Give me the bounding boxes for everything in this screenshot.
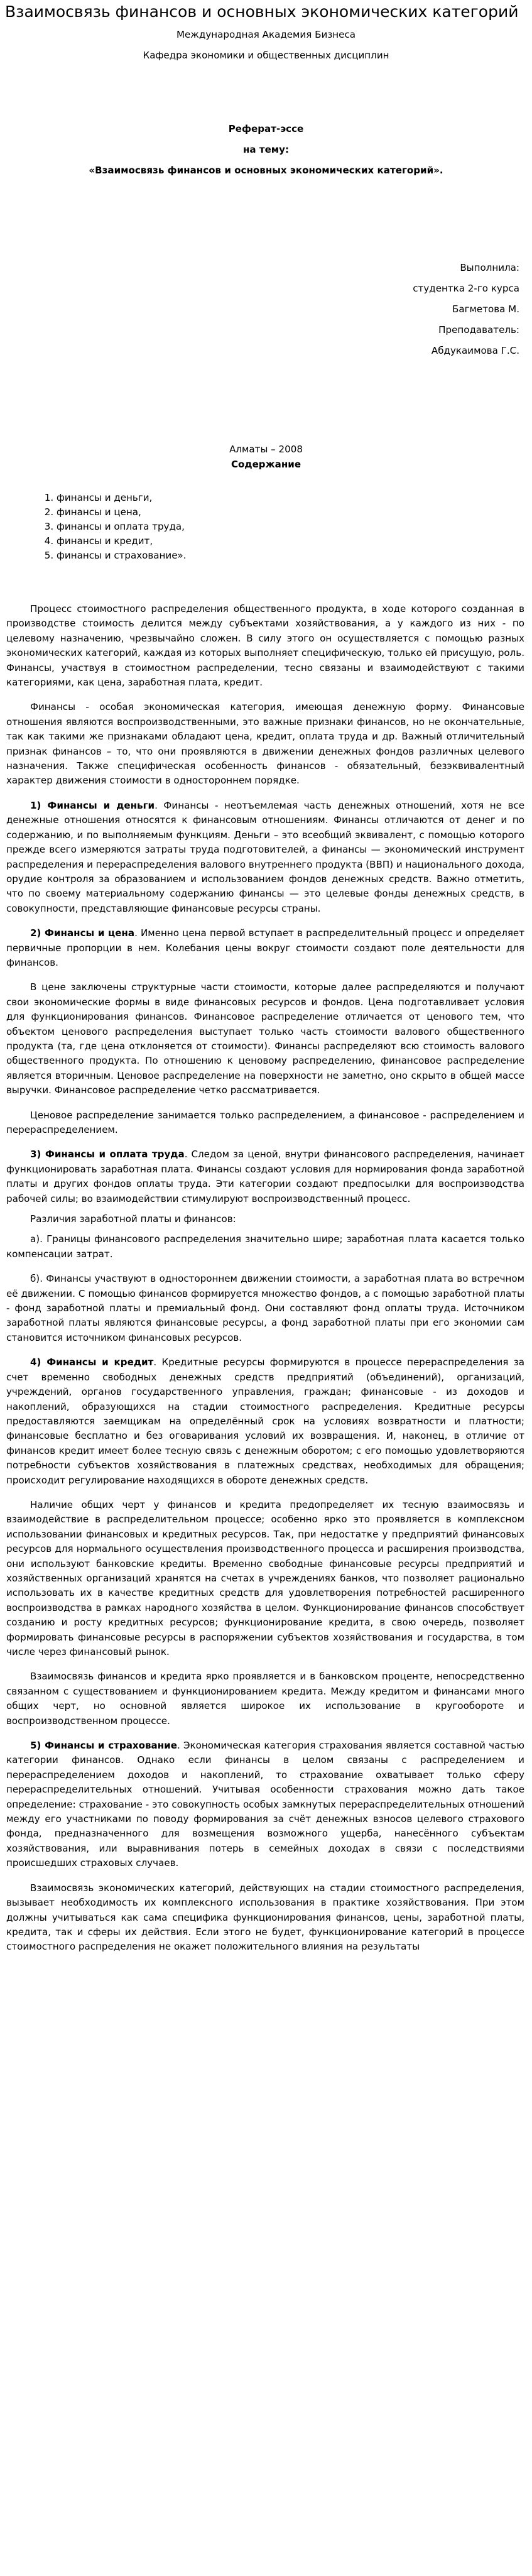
paragraph (0, 1738, 532, 1871)
essay-topic-label: на тему: (242, 144, 290, 155)
toc-item: 1. финансы и деньги, (57, 491, 532, 505)
paragraph-text: . Кредитные ресурсы формируются в процессе перераспределения за счет временно свободных денежных средств предприятий (объединений), организаций, учреждений, органов государственного управления, граждан; финансовые - из доходов и накоплений, образующихся на стадии стоимостного распределения. Кредитные ресурсы предоставляются заемщикам на определённый срок на условиях возвратности и платности; финансовые бесплатно и без оговаривания условий их возвращения. И, наконец, в отличие от финансов кредит имеет более тесную связь с денежным оборотом; с его помощью удовлетворяются потребности субъектов хозяйствования в платежных средствах, необходимых для обращения; происходит регулирование находящихся в обороте денежных средств. (6, 1356, 524, 1486)
toc-list (38, 491, 532, 563)
student-name: Багметова М. (452, 303, 519, 315)
paragraph (0, 1147, 532, 1206)
toc-item: 4. финансы и кредит, (57, 534, 532, 548)
paragraph: Процесс стоимостного распределения общественного продукта, в ходе которого созданная в производстве стоимость делится между субъектами хозяйствования, а у каждого из них - по целевому назначению, чрезвычайно сложен. В силу этого он осуществляется с помощью разных экономических категорий, каждая из которых выполняет специфическую, только ей присущую, роль. Финансы, участвуя в стоимостном распределении, тесно связаны и взаимодействуют с такими категориями, как цена, заработная плата, кредит. (6, 603, 524, 689)
paragraph: В цене заключены структурные части стоимости, которые далее распределяются и получают свои экономические формы в виде финансовых ресурсов и фондов. Цена подготавливает условия для функционирования финансов. Финансовое распределение отличается от ценового тем, что объектом ценового распределения выступает только часть стоимости валового общественного продукта (та, где цена отклоняется от стоимости). Финансы распределяют всю стоимость валового общественного продукта. По отношению к ценовому распределению, финансовое распределение является вторичным. Ценовое распределение на поверхности не заметно, оно скрыто в общей массе выручки. Финансовое распределение четко рассматривается. (6, 981, 524, 1096)
paragraph: Взаимосвязь экономических категорий, действующих на стадии стоимостного распределения, вызывает необходимость их комплексного использования в практике хозяйствования. При этом должны учитываться как сама специфика функционирования финансов, цены, заработной платы, кредита, так и сферы их действия. Если этого не будет, функционирование категорий в процессе стоимостного распределения не окажет положительного влияния на результаты (6, 1882, 524, 1953)
paragraph-lead: 4) Финансы и кредит (30, 1356, 154, 1368)
paragraph: Наличие общих черт у финансов и кредита предопределяет их тесную взаимосвязь и взаимодействие в распределительном процессе; особенно ярко это проявляется в комплексном использовании финансовых и кредитных ресурсов. Так, при недостатке у предприятий финансовых ресурсов для нормального осуществления производственного процесса и расширения производства, они используют банковские кредиты. Временно свободные финансовые ресурсы предприятий и хозяйственных организаций хранятся на счетах в учреждениях банков, что позволяет рационально использовать их в качестве кредитных средств для удовлетворения потребностей расширенного воспроизводства в рамках народного хозяйства в целом. Функционирование финансов способствует созданию и росту кредитных ресурсов; функционирование кредита, в свою очередь, позволяет формировать финансовые ресурсы в распоряжении субъектов хозяйствования и государства, в том числе через финансовый рынок. (6, 1498, 524, 1657)
author-block (0, 258, 532, 361)
academy-name: Международная Академия Бизнеса (176, 29, 356, 40)
toc-item: 2. финансы и цена, (57, 505, 532, 520)
toc-item: 3. финансы и оплата труда, (57, 520, 532, 534)
toc-title: Содержание (231, 459, 301, 470)
paragraph-lead: 3) Финансы и оплата труда (30, 1149, 185, 1160)
done-label: Выполнила: (460, 262, 519, 273)
teacher-label: Преподаватель: (438, 324, 519, 336)
paragraph: б). Финансы участвуют в одностороннем движении стоимости, а заработная плата во встречном её движении. С помощью финансов формируется множество фондов, а с помощью заработной платы - фонд заработной платы и премиальный фонд. Они составляют фонд оплаты труда. Источником заработной платы являются финансовые ресурсы, а фонд заработной платы при его экономии сам становится источником финансовых ресурсов. (6, 1273, 524, 1343)
paragraph-lead: 5) Финансы и страхование (30, 1740, 177, 1752)
paragraph: Взаимосвязь финансов и кредита ярко проявляется и в банковском проценте, непосредственно связанном с существованием и функционированием кредита. Между кредитом и финансами много общих черт, но основной является широкое их использование в кругообороте и воспроизводственном процессе. (6, 1671, 524, 1727)
paragraph-lead: 1) Финансы и деньги (30, 799, 155, 811)
paragraph (0, 799, 532, 916)
paragraph (0, 1355, 532, 1488)
paragraph-text: . Экономическая категория страхования является составной частью категории финансов. Однако если финансы в целом связаны с распределением и перераспределением доходов и накоплений, то страхование охватывает только сферу перераспределительных отношений. Учитывая особенности страхования можно дать такое определение: страхование - это совокупность особых замкнутых перераспределительных отношений между его участниками по поводу формирования за счёт денежных взносов целевого страхового фонда, предназначенного для возмещения возможного ущерба, нанесённого субъектам хозяйствования, или выравнивания потерь в семейных доходах в связи с последствиями происшедших страховых случаев. (6, 1740, 524, 1869)
department-name: Кафедра экономики и общественных дисциплин (143, 50, 389, 61)
paragraph: Различия заработной платы и финансов: (30, 1213, 236, 1225)
paragraph: Финансы - особая экономическая категория, имеющая денежную форму. Финансовые отношения являются воспроизводственными, это важные признаки финансов, но не окончательные, так как такими же признаками обладают цена, кредит, оплата труда и др. Важный отличительный признак финансов – то, что они проявляются в движении денежных фондов различных целевого назначения. Также специфическая особенность финансов - обязательный, безэквивалентный характер движения стоимости в одностороннем порядке. (6, 701, 524, 787)
place-year: Алматы – 2008 (229, 444, 303, 455)
essay-type: Реферат-эссе (228, 123, 304, 134)
teacher-name: Абдукаимова Г.С. (431, 345, 519, 356)
paragraph-text: . Именно цена первой вступает в распределительный процесс и определяет первичные пропорции в нем. Колебания цены вокруг стоимости создают поле деятельности для финансов. (6, 927, 525, 968)
paragraph-text: . Финансы - неотъемлемая часть денежных отношений, хотя не все денежные отношения относятся к финансовым отношениям. Финансы отличаются от денег и по содержанию, и по выполняемым функциям. Деньги – это всеобщий эквивалент, с помощью которого прежде всего измеряются затраты труда подготовителей, а финансы — экономический инструмент распределения и перераспределения валового внутреннего продукта (ВВП) и национального дохода, орудие контроля за образованием и использованием фондов денежных средств. Важно отметить, что по своему материальному содержанию финансы — это целевые фонды денежных средств, в совокупности, представляющие финансовые ресурсы страны. (6, 799, 524, 914)
essay-topic: «Взаимосвязь финансов и основных экономических категорий». (89, 165, 443, 176)
paragraph-lead: 2) Финансы и цена (30, 927, 135, 939)
paragraph: Ценовое распределение занимается только распределением, а финансовое - распределением и перераспределением. (6, 1109, 524, 1135)
toc-item: 5. финансы и страхование». (57, 548, 532, 563)
document-page (0, 1, 532, 1955)
page-title: Взаимосвязь финансов и основных экономических категорий (5, 3, 519, 21)
paragraph-text: . Следом за ценой, внутри финансового распределения, начинает функционировать заработная плата. Финансы создают условия для нормирования фонда заработной платы и других фондов оплаты труда. Эти категории создают предпосылки для воспроизводства рабочей силы; во взаимодействии стимулируют воспроизводственный процесс. (6, 1149, 525, 1204)
paragraph: а). Границы финансового распределения значительно шире; заработная плата касается только компенсации затрат. (6, 1233, 524, 1260)
student-course: студентка 2-го курса (413, 283, 519, 294)
paragraph (0, 926, 532, 970)
